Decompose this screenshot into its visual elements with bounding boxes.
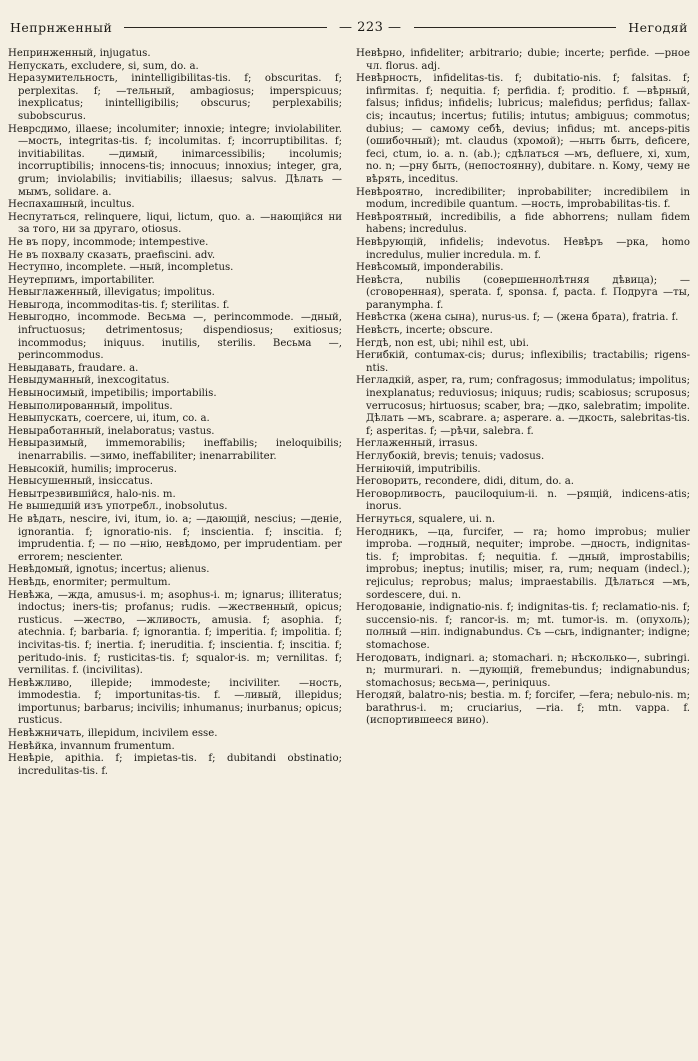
- dictionary-entry: Невыглаженный, illevigatus; impolitus.: [8, 287, 215, 299]
- page-header: [10, 16, 688, 38]
- dictionary-entry: Невѣдь, enormiter; permultum.: [8, 576, 171, 588]
- dictionary-entry: Невыработанный, inelaboratus; vastus.: [8, 425, 215, 437]
- dictionary-entry: Непринженный, injugatus.: [8, 48, 151, 59]
- dictionary-entry: Невѣйка, invannum frumentum.: [8, 740, 175, 752]
- dictionary-entry: Непускать, excludere, si, sum, do. a.: [8, 60, 199, 72]
- dictionary-entry: Невыгода, incommoditas-tis. f; sterilitas. f.: [8, 299, 230, 311]
- dictionary-entry: Невыгодно, incommode. Весьма —, perincommode. —дный, infructuosus; detrimentosus; dispendiosus; exitiosus; incommodus; iniquus. inutilis, sterilis. Весьма —, perincommodus.: [8, 312, 342, 362]
- dictionary-entry: Неглаженный, irrasus.: [356, 438, 478, 450]
- dictionary-entry: Не вѣдать, nescire, ivi, itum, io. a; —дающій, nescius; —деніе, ignorantia. f; ignoratio-nis. f; inscientia. f; inscitia. f; imprudentia. f; — по —нію, невѣдомо, per imprudentiam. per errorem; nescienter.: [8, 513, 342, 563]
- dictionary-entry: Негодникъ, —ца, furcifer, — ra; homo improbus; mulier improba. —годный, nequiter; improbe. —дность, indignitas-tis. f; improbitas. f; nequitia. f. —дный, improstabilis; improbus; ineptus; inutilis; miser, ra, rum; nequam (indecl.); rejiculus; reprobus; malus; impraestabilis. Дѣлаться —мъ, sordescere, dui. n.: [356, 526, 690, 601]
- dictionary-entry: Невѣроятно, incredibiliter; inprobabiliter; incredibilem in modum, incredibile quantum. —ность, improbabilitas-tis. f.: [356, 186, 690, 211]
- page-number: — 223 —: [338, 19, 402, 35]
- dictionary-entry: Не въ пору, incommode; intempestive.: [8, 236, 209, 248]
- dictionary-entry: Неговорить, recondere, didi, ditum, do. a.: [356, 476, 574, 488]
- dictionary-entry: Невѣжничать, illepidum, incivilem esse.: [8, 728, 218, 740]
- dictionary-entry: Невысокій, humilis; improcerus.: [8, 463, 177, 475]
- header-right-word: Негодяй: [628, 19, 688, 35]
- dictionary-entry: Негодовать, indignari. a; stomachari. n; нѣсколько—, subringi. n; murmurari. n. —дующій, fremebundus; indignabundus; stomachosus; весьма—, periniquus.: [356, 652, 690, 689]
- dictionary-entry: Невѣдомый, ignotus; incertus; alienus.: [8, 564, 210, 576]
- dictionary-entry: Негніючій, imputribilis.: [356, 463, 481, 475]
- dictionary-entry: Негнуться, squalere, ui. n.: [356, 513, 496, 525]
- dictionary-entry: Не вышедшій изъ употребл., inobsolutus.: [8, 501, 228, 513]
- dictionary-entry: Неспахашный, incultus.: [8, 199, 135, 211]
- dictionary-entry: Негодяй, balatro-nis; bestia. m. f; forcifer, —fera; nebulo-nis. m; barathrus-i. m; cruciarius, —ria. f; mtn. vappa. f. (испортившееся вино).: [356, 690, 690, 727]
- dictionary-entry: Невѣста, nubilis (совершеннолѣтняя дѣвица); —(сговоренная), sperata. f, sponsa. f, pacta. f. Подруга —ты, paranympha. f.: [356, 274, 690, 311]
- dictionary-entry: Невыразимый, immemorabilis; ineffabilis; ineloquibilis; inenarrabilis. —зимо, ineffabiliter; inenarrabiliter.: [8, 438, 342, 462]
- dictionary-entry: Неглубокій, brevis; tenuis; vadosus.: [356, 451, 545, 462]
- header-rule-left: [124, 27, 327, 28]
- dictionary-entry: Невѣсомый, imponderabilis.: [356, 262, 504, 274]
- dictionary-entry: Невыдуманный, inexcogitatus.: [8, 375, 170, 387]
- right-column: [356, 48, 690, 1051]
- dictionary-entry: Невѣрность, infidelitas-tis. f; dubitatio-nis. f; falsitas. f; infirmitas. f; nequitia. f; perfidia. f; proditio. f. —вѣрный, falsus; infidus; infidelis; lubricus; malefidus; perfidus; fallax-cis; incautus; incertus; futilis; intutus; ambiguus; commotus; dubius; — самому себѣ, devius; infidus; mt. anceps-pitis (ошибочный); mt. claudus (хромой); —ныть быть, deficere, feci, ctum, io. a. n. (ab.); сдѣлаться —мъ, defluere, xi, xum, no. n; —рну быть, (непостоянну), dubitare. n. Кому, чему не вѣрять, inceditus.: [356, 73, 690, 185]
- dictionary-entry: Невыносимый, impetibilis; importabilis.: [8, 388, 217, 400]
- dictionary-entry: Неступно, incomplete. —ный, incompletus.: [8, 262, 234, 274]
- dictionary-entry: Невѣжливо, illepide; immodeste; inciviliter. —ность, immodestia. f; importunitas-tis. f. —ливый, illepidus; importunus; barbarus; incivilis; inhumanus; inurbanus; opicus; rusticus.: [8, 677, 342, 727]
- dictionary-entry: Невыдавать, fraudare. a.: [8, 362, 139, 374]
- dictionary-entry: Невытрезвившійся, halo-nis. m.: [8, 488, 176, 500]
- dictionary-entry: Невѣроятный, incredibilis, a fide abhorrens; nullam fidem habens; incredulus.: [356, 211, 690, 236]
- dictionary-entry: Неврсдимо, illaese; incolumiter; innoxie; integre; inviolabiliter. —мость, integritas-tis. f; incolumitas. f; incorruptibilitas. f; invitiabilitas. —димый, inimarcessibilis; incolumis; incorruptibilis; innocens-tis; innocuus; innoxius; integer, gra, grum; inviolabilis; invitiabilis; illaesus; salvus. Дѣлать —мымъ, solidare. a.: [8, 123, 342, 198]
- dictionary-entry: Невѣрующій, infidelis; indevotus. Невѣръ —рка, homo incredulus, mulier incredula. m. f.: [356, 236, 690, 261]
- left-column: [8, 48, 342, 1051]
- dictionary-entry: Неспутаться, relinquere, liqui, lictum, quo. a. —нающійся ни за того, ни за другаго, otiosus.: [8, 211, 342, 236]
- dictionary-entry: Не въ похвалу сказать, praefiscini. adv.: [8, 249, 216, 261]
- dictionary-entry: Негдѣ, non est, ubi; nihil est, ubi.: [356, 337, 529, 349]
- dictionary-entry: Невѣрно, infideliter; arbitrario; dubie; incerte; perfide. —рное чл. florus. adj.: [356, 48, 690, 72]
- dictionary-entry: Невыполированный, impolitus.: [8, 400, 173, 412]
- header-rule-right: [414, 27, 617, 28]
- dictionary-entry: Невѣстка (жена сына), nurus-us. f; — (жена брата), fratria. f.: [356, 312, 679, 324]
- dictionary-entry: Невыпускать, coercere, ui, itum, co. a.: [8, 413, 210, 425]
- dictionary-entry: Неутерпимъ, importabiliter.: [8, 274, 155, 286]
- dictionary-entry: Неговорливость, pauciloquium-ii. n. —рящій, indicens-atis; inorus.: [356, 488, 690, 513]
- dictionary-entry: Невысушенный, insiccatus.: [8, 476, 153, 488]
- dictionary-entry: Невѣжа, —жда, amusus-i. m; asophus-i. m; ignarus; illiteratus; indoctus; iners-tis; profanus; rudis. —жественный, opicus; rusticus. —жество, —жливость, amusia. f; asophia. f; atechnia. f; barbaria. f; ignorantia. f; imperitia. f; impolitia. f; incivitas-tis. f; inertia. f; ineruditia. f; inscientia. f; inscitia. f; peritudo-inis. f; rusticitas-tis. f; squalor-is. m; vernilitas. f; vernilitas. f. (incivilitas).: [8, 589, 342, 677]
- dictionary-entry: Негладкій, asper, ra, rum; confragosus; immodulatus; impolitus; inexplanatus; reduviosus; iniquus; rudis; scabiosus; scruposus; verrucosus; hirtuosus; scaber, bra; —дко, salebratim; impolite. Дѣлать —мъ, scabrare. a; asperare. a. —дкость, salebritas-tis. f; asperitas. f; —рѣчи, salebra. f.: [356, 375, 690, 437]
- dictionary-entry: Негибкій, contumax-cis; durus; inflexibilis; tractabilis; rigens-ntis.: [356, 350, 690, 374]
- dictionary-entry: Негодованіе, indignatio-nis. f; indignitas-tis. f; reclamatio-nis. f; succensio-nis. f; rancor-is. m; mt. tumor-is. m. (опухоль); полный —ніп. indignabundus. Съ —сыъ, indignanter; indigne; stomachose.: [356, 602, 690, 651]
- header-left-word: Непрнженный: [10, 19, 113, 35]
- dictionary-entry: Невѣріе, apithia. f; impietas-tis. f; dubitandi obstinatio; incredulitas-tis. f.: [8, 753, 342, 777]
- dictionary-entry: Неразумительность, inintelligibilitas-tis. f; obscuritas. f; perplexitas. f; —тельный, ambagiosus; imperspicuus; inexplicatus; inintelligibilis; obscurus; perplexabilis; subobscurus.: [8, 73, 342, 122]
- text-columns: [8, 48, 690, 1051]
- dictionary-entry: Невѣсть, incerte; obscure.: [356, 325, 493, 337]
